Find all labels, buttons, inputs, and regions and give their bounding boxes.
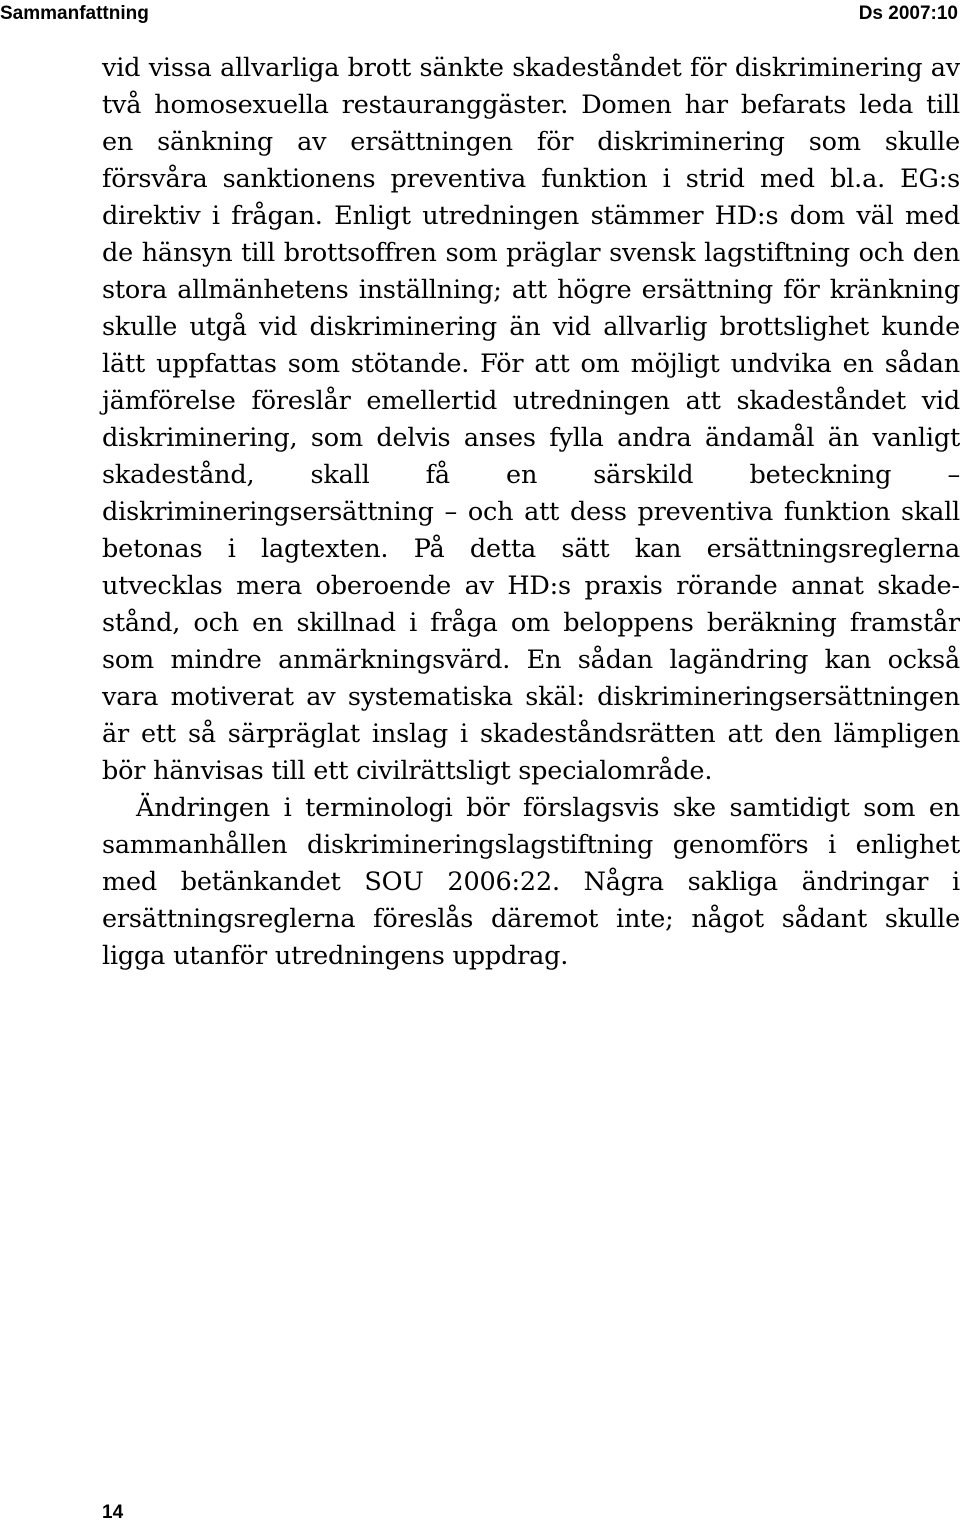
running-header bbox=[0, 0, 960, 30]
paragraph-continuation: vid vissa allvarliga brott sänkte skadeståndet för diskriminering av två homosexuella restauranggäster. Domen har befarats leda till en sänkning av ersättningen för diskriminering som skulle försvåra sanktionens preventiva funktion i strid med bl.a. EG:s direktiv i frågan. Enligt utredningen stämmer HD:s dom väl med de hänsyn till brottsoffren som präglar svensk lagstiftning och den stora allmänhetens inställning; att högre ersättning för kränkning skulle utgå vid diskriminering än vid allvarlig brottslighet kunde lätt uppfattas som stötande. För att om möjligt undvika en sådan jämförelse föreslår emellertid utredningen att skadeståndet vid diskriminering, som delvis anses fylla andra ändamål än vanligt skadestånd, skall få en särskild beteckning – diskrimineringsersättning – och att dess preventiva funktion skall betonas i lagtexten. På detta sätt kan ersättningsreglerna utvecklas mera oberoende av HD:s praxis rörande annat skadestånd, och en skillnad i fråga om beloppens beräkning framstår som mindre anmärkningsvärd. En sådan lagändring kan också vara motiverat av systematiska skäl: diskrimineringsersättningen är ett så särpräglat inslag i skadeståndsrätten att den lämpligen bör hänvisas till ett civilrättsligt specialområde. bbox=[102, 53, 960, 786]
body-text bbox=[102, 50, 960, 975]
section-title: Sammanfattning bbox=[0, 3, 149, 24]
page-number: 14 bbox=[102, 1502, 124, 1523]
paragraph-terminology: Ändringen i terminologi bör förslagsvis ske samtidigt som en sammanhållen diskrimineringslagstiftning genomförs i enlighet med betänkandet SOU 2006:22. Några sakliga ändringar i ersättningsreglerna föreslås däremot inte; något sådant skulle ligga utanför utredningens uppdrag. bbox=[102, 793, 960, 971]
document-id: Ds 2007:10 bbox=[858, 3, 958, 24]
